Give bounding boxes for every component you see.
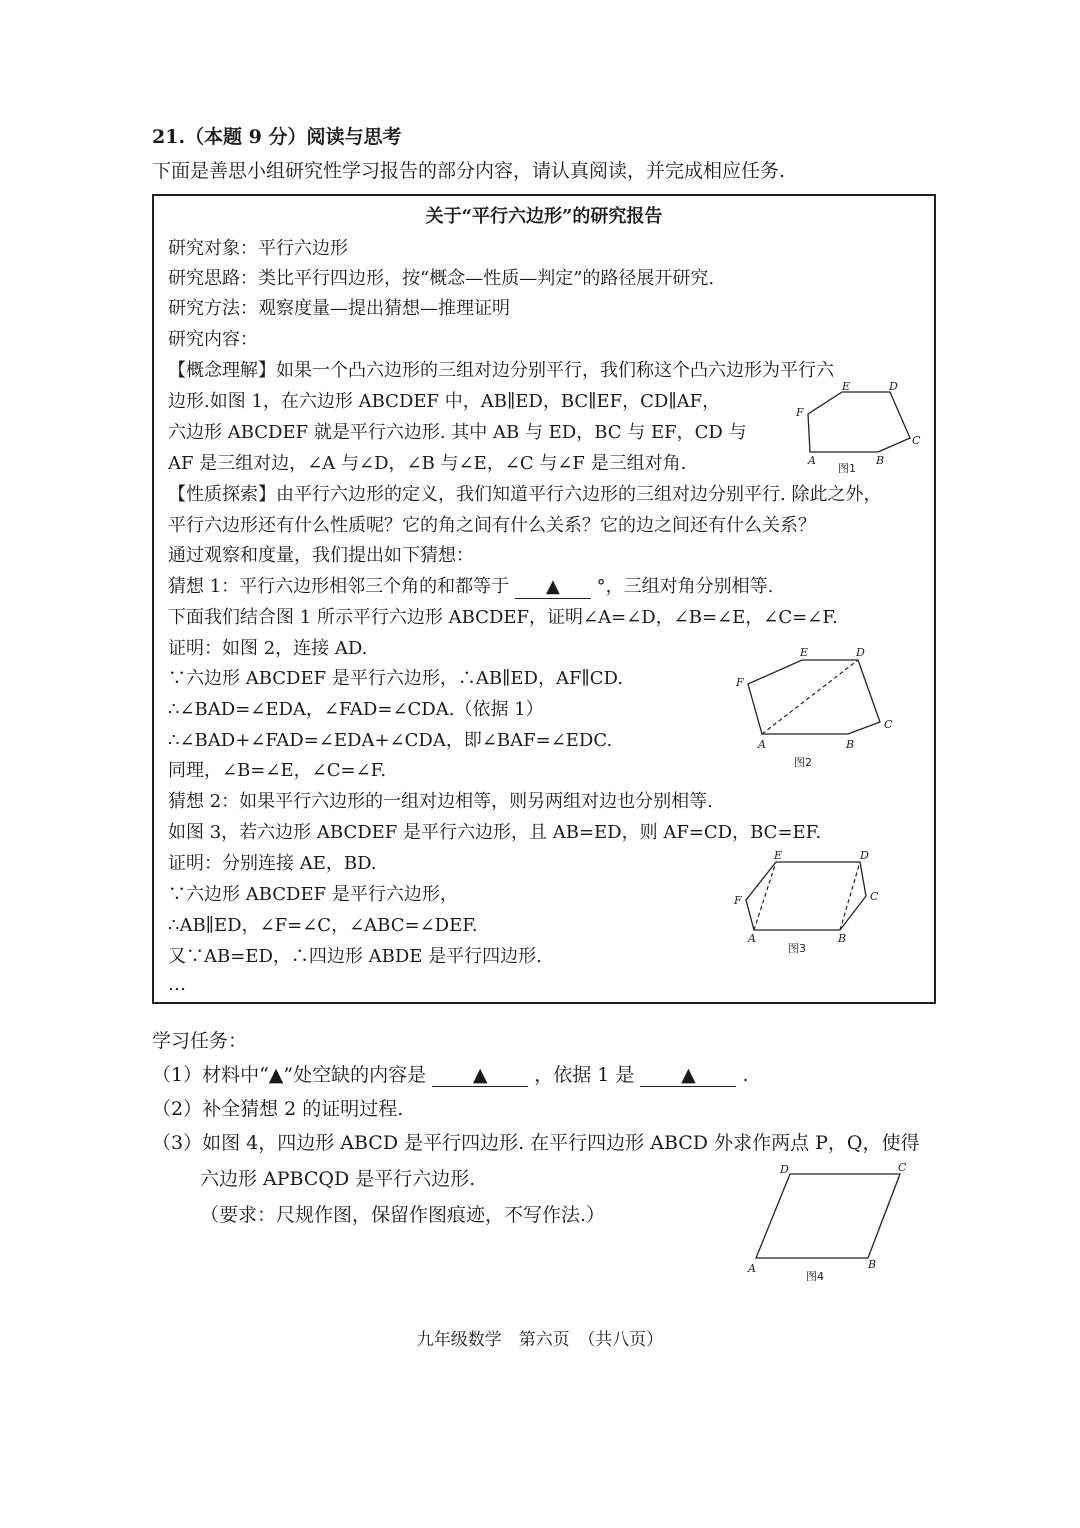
- report-line: 如图 3，若六边形 ABCDEF 是平行六边形，且 AB=ED，则 AF=CD，BC=EF.: [168, 822, 822, 843]
- vertex-label-b: B: [838, 932, 847, 945]
- task-1-blank-2: ▲: [640, 1064, 736, 1087]
- vertex-label-a: A: [758, 738, 766, 751]
- vertex-label-f: F: [796, 406, 804, 419]
- vertex-label-a: A: [748, 1262, 756, 1275]
- report-ellipsis: …: [168, 974, 186, 995]
- report-line: 研究方法：观察度量—提出猜想—推理证明: [168, 298, 510, 319]
- report-line: 同理，∠B=∠E，∠C=∠F.: [168, 760, 387, 781]
- vertex-label-c: C: [898, 1161, 907, 1174]
- hexagon-shape: [808, 392, 910, 452]
- task-1: [152, 1062, 749, 1088]
- report-line: 【性质探索】由平行六边形的定义，我们知道平行六边形的三组对边分别平行. 除此之外，: [168, 484, 882, 505]
- vertex-label-d: D: [856, 646, 865, 659]
- vertex-label-c: C: [870, 890, 879, 903]
- conjecture-1-text: 猜想 1：平行六边形相邻三个角的和都等于: [168, 576, 510, 597]
- task-1-text-b: ，依据 1 是: [534, 1064, 635, 1086]
- task-3-line-2: 六边形 APBCQD 是平行六边形.: [200, 1168, 476, 1190]
- report-line: 又∵AB=ED，∴四边形 ABDE 是平行四边形.: [168, 946, 542, 967]
- vertex-label-a: A: [748, 932, 756, 945]
- report-line: 下面我们结合图 1 所示平行六边形 ABCDEF，证明∠A=∠D，∠B=∠E，∠C=∠F.: [168, 607, 838, 628]
- parallelogram-shape: [756, 1174, 900, 1258]
- conjecture-1-tail: °，三组对角分别相等.: [596, 576, 774, 597]
- report-line: 边形.如图 1，在六边形 ABCDEF 中，AB∥ED，BC∥EF，CD∥AF，: [168, 391, 721, 412]
- figure-caption: 图1: [838, 462, 856, 475]
- conjecture-1-line: [168, 574, 773, 600]
- task-2: （2）补全猜想 2 的证明过程.: [152, 1098, 404, 1120]
- vertex-label-d: D: [860, 849, 869, 862]
- vertex-label-e: E: [842, 380, 851, 393]
- hexagon-shape: [748, 660, 880, 734]
- question-intro: 下面是善思小组研究性学习报告的部分内容，请认真阅读，并完成相应任务.: [152, 160, 786, 182]
- report-line: ∵六边形 ABCDEF 是平行六边形，: [168, 884, 458, 905]
- report-line: 研究思路：类比平行四边形，按“概念—性质—判定”的路径展开研究.: [168, 268, 715, 289]
- vertex-label-c: C: [884, 718, 893, 731]
- figure-4: [744, 1160, 914, 1289]
- vertex-label-d: D: [780, 1163, 789, 1176]
- task-1-text-a: （1）材料中“▲”处空缺的内容是: [152, 1064, 427, 1086]
- report-line: AF 是三组对边，∠A 与∠D，∠B 与∠E，∠C 与∠F 是三组对角.: [168, 453, 687, 474]
- vertex-label-d: D: [889, 380, 898, 393]
- report-line: 研究对象：平行六边形: [168, 238, 348, 259]
- figure-1: [790, 380, 930, 484]
- hexagon-shape: [746, 862, 866, 930]
- report-title: 关于“平行六边形”的研究报告: [425, 206, 663, 227]
- report-line: 六边形 ABCDEF 就是平行六边形. 其中 AB 与 ED，BC 与 EF，CD 与: [168, 422, 747, 443]
- report-line: ∵六边形 ABCDEF 是平行六边形，∴AB∥ED，AF∥CD.: [168, 668, 624, 689]
- report-line: 研究内容：: [168, 329, 258, 350]
- report-line: 平行六边形还有什么性质呢？它的角之间有什么关系？它的边之间还有什么关系？: [168, 515, 816, 536]
- report-line: 证明：如图 2，连接 AD.: [168, 638, 368, 659]
- figure-caption: 图3: [788, 942, 806, 955]
- vertex-label-c: C: [912, 434, 921, 447]
- task-1-text-c: .: [742, 1064, 749, 1086]
- tasks-heading: 学习任务：: [152, 1030, 248, 1052]
- report-line: 通过观察和度量，我们提出如下猜想：: [168, 545, 474, 566]
- report-line: ∴AB∥ED，∠F=∠C，∠ABC=∠DEF.: [168, 915, 478, 936]
- report-line: 猜想 2：如果平行六边形的一组对边相等，则另两组对边也分别相等.: [168, 791, 713, 812]
- vertex-label-f: F: [736, 676, 744, 689]
- figure-3: [732, 848, 902, 962]
- conjecture-1-blank: ▲: [515, 576, 591, 599]
- vertex-label-e: E: [774, 849, 783, 862]
- vertex-label-f: F: [734, 894, 742, 907]
- question-title: 21.（本题 9 分）阅读与思考: [152, 126, 402, 148]
- task-1-blank-1: ▲: [432, 1064, 528, 1087]
- segment-ae: [754, 862, 776, 930]
- report-line: ∴∠BAD+∠FAD=∠EDA+∠CDA，即∠BAF=∠EDC.: [168, 730, 613, 751]
- vertex-label-b: B: [846, 738, 855, 751]
- page-footer: 九年级数学 第六页 （共八页）: [416, 1330, 664, 1350]
- figure-caption: 图4: [806, 1270, 824, 1283]
- vertex-label-a: A: [808, 454, 816, 467]
- figure-caption: 图2: [794, 756, 812, 769]
- task-3-line-3: （要求：尺规作图，保留作图痕迹，不写作法.）: [200, 1204, 606, 1226]
- report-line: 证明：分别连接 AE，BD.: [168, 853, 377, 874]
- task-3-line-1: （3）如图 4，四边形 ABCD 是平行四边形. 在平行四边形 ABCD 外求作两点 P，Q，使得: [152, 1132, 920, 1154]
- vertex-label-b: B: [868, 1258, 877, 1271]
- figure-2: [732, 646, 902, 780]
- segment-bd: [840, 862, 860, 930]
- vertex-label-e: E: [800, 646, 809, 659]
- report-line: 【概念理解】如果一个凸六边形的三组对边分别平行，我们称这个凸六边形为平行六: [168, 360, 834, 381]
- report-line: ∴∠BAD=∠EDA，∠FAD=∠CDA.（依据 1）: [168, 699, 544, 720]
- vertex-label-b: B: [876, 454, 885, 467]
